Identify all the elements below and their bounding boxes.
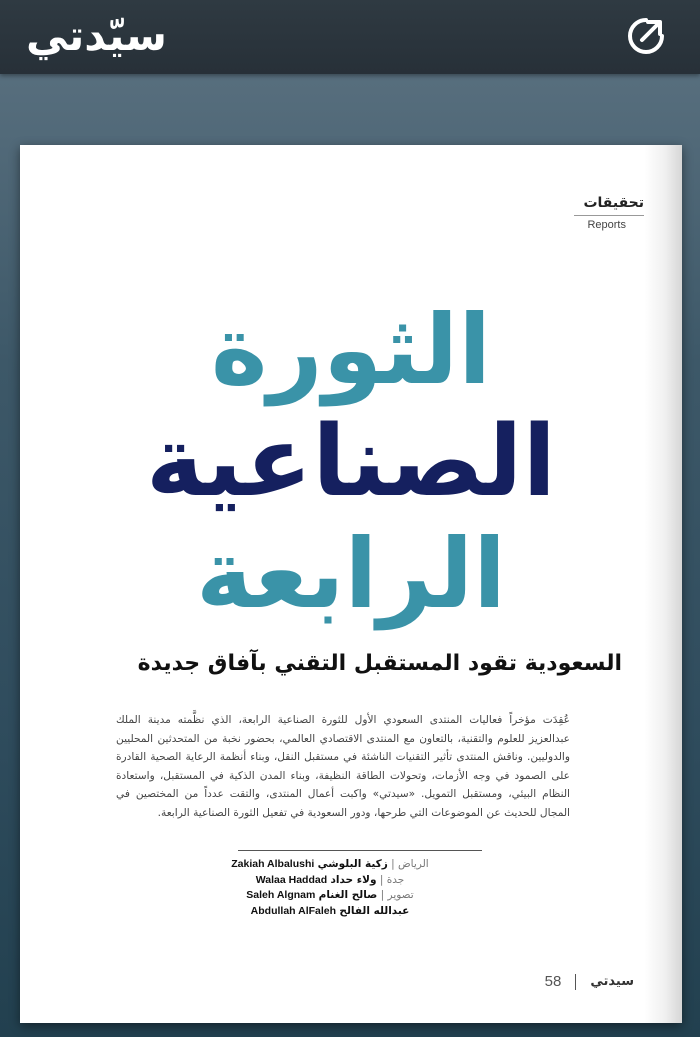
page-footer xyxy=(545,973,634,990)
headline-line-3: الرابعة xyxy=(195,518,507,630)
credit-name-ar: صالح الغنام xyxy=(318,889,378,901)
credit-line xyxy=(180,857,480,873)
credit-name-ar: زكية البلوشي xyxy=(317,858,388,870)
credit-name-en: Abdullah AlFaleh xyxy=(250,904,337,917)
credit-name-ar: ولاء حداد xyxy=(330,873,377,886)
share-external-icon xyxy=(626,16,666,56)
credit-role: الرياض | xyxy=(391,858,429,870)
credit-line xyxy=(180,904,480,920)
credit-name-en: Zakiah Albalushi xyxy=(231,858,315,870)
magazine-page xyxy=(20,145,682,1023)
section-label-en: Reports xyxy=(587,219,626,231)
share-button[interactable] xyxy=(626,16,666,56)
headline-line-1: الثورة xyxy=(210,294,492,406)
credit-name-en: Saleh Algnam xyxy=(246,889,316,901)
credits-block xyxy=(180,857,480,919)
credit-name-en: Walaa Haddad xyxy=(255,873,328,886)
section-label xyxy=(574,195,644,231)
credits-divider xyxy=(238,850,482,851)
headline-line-2: الصناعية xyxy=(145,405,557,519)
credit-name-ar: عبدالله الفالح xyxy=(339,904,410,917)
credit-line xyxy=(180,888,480,904)
article-body: عُقِدَت مؤخراً فعاليات المنتدى السعودي الأول للثورة الصناعية الرابعة، الذي نظَّمته مدينة الملك عبدالعزيز للعلوم والتقنية، بالتعاون مع المنتدى الاقتصادي العالمي، بحضور نخبة من المتحدثين المحليين والدوليين. وناقش المنتدى تأثير التقنيات الناشئة في مستقبل النقل، وبناء أنظمة الرعاية الصحية القادرة على الصمود في وجه الأزمات، وتحولات الطاقة النظيفة، وبناء المدن الذكية في المستقبل، واستعادة النظام البيئي، ومستقبل التمويل. «سيدتي» واكبت أعمال المنتدى، والتقت عدداً من المختصين في المجال للحديث عن الموضوعات التي طرحها، ودور السعودية في تفعيل الثورة الصناعية الرابعة. xyxy=(116,714,570,819)
top-bar xyxy=(0,0,700,74)
section-label-ar: تحقيقات xyxy=(574,195,644,216)
credit-role: تصوير | xyxy=(380,889,414,901)
article-subtitle: السعودية تقود المستقبل التقني بآفاق جديدة xyxy=(137,651,622,676)
credit-role: جدة | xyxy=(379,873,405,886)
credit-line xyxy=(180,873,480,889)
footer-logo: سيدتي xyxy=(590,974,634,989)
app-logo: سيّدتي xyxy=(26,11,167,60)
footer-separator xyxy=(575,974,576,990)
page-number: 58 xyxy=(544,973,562,990)
